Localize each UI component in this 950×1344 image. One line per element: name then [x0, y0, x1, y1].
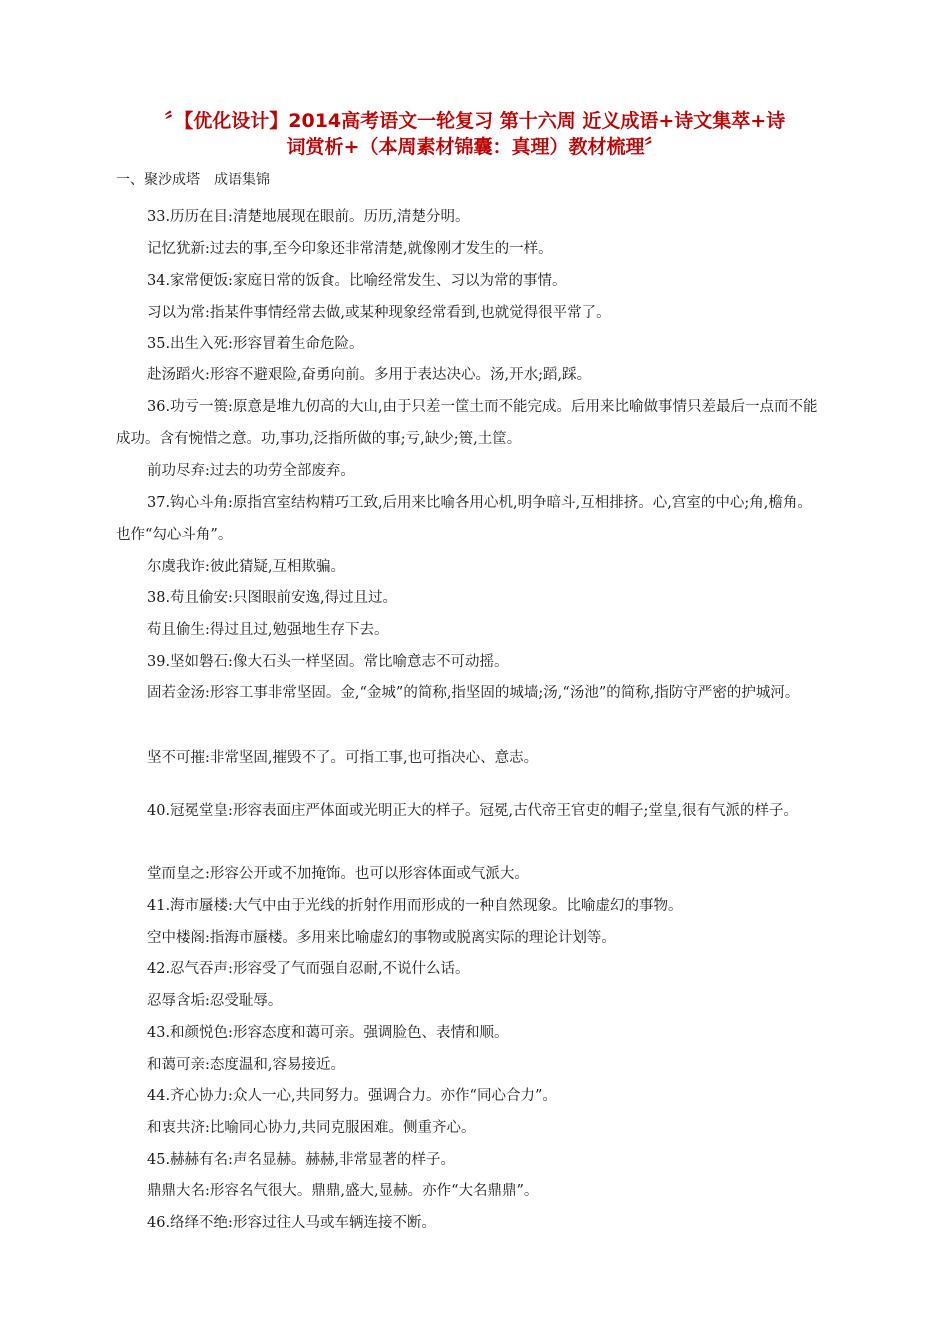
list-item: 鼎鼎大名:形容名气很大。鼎鼎,盛大,显赫。亦作“大名鼎鼎”。	[147, 1182, 539, 1199]
section-heading: 一、聚沙成塔 成语集锦	[116, 172, 270, 188]
list-item: 46.络绎不绝:形容过往人马或车辆连接不断。	[147, 1214, 436, 1231]
list-item: 习以为常:指某件事情经常去做,或某种现象经常看到,也就觉得很平常了。	[147, 304, 611, 321]
list-item: 34.家常便饭:家庭日常的饭食。比喻经常发生、习以为常的事情。	[147, 272, 567, 289]
list-item: 37.钩心斗角:原指宫室结构精巧工致,后用来比喻各用心机,明争暗斗,互相排挤。心,宫室的中心;角,檐角。也作“勾心斗角”。	[116, 494, 812, 543]
list-item: 40.冠冕堂皇:形容表面庄严体面或光明正大的样子。冠冕,古代帝王官吏的帽子;堂皇,很有气派的样子。	[147, 802, 799, 819]
list-item: 前功尽弃:过去的功劳全部废弃。	[147, 462, 355, 479]
list-item: 和衷共济:比喻同心协力,共同克服困难。侧重齐心。	[147, 1119, 476, 1136]
list-item: 尔虞我诈:彼此猜疑,互相欺骗。	[147, 558, 345, 575]
list-item: 38.苟且偷安:只图眼前安逸,得过且过。	[147, 589, 398, 606]
list-item: 和蔼可亲:态度温和,容易接近。	[147, 1056, 345, 1073]
list-item: 42.忍气吞声:形容受了气而强自忍耐,不说什么话。	[147, 960, 470, 977]
title-line-2: 词赏析+（本周素材锦囊：真理）教材梳理〞	[286, 136, 664, 158]
list-item: 44.齐心协力:众人一心,共同努力。强调合力。亦作“同心合力”。	[147, 1087, 557, 1104]
list-item: 41.海市蜃楼:大气中由于光线的折射作用而形成的一种自然现象。比喻虚幻的事物。	[147, 897, 683, 914]
list-item: 记忆犹新:过去的事,至今印象还非常清楚,就像刚才发生的一样。	[147, 240, 553, 257]
list-item: 43.和颜悦色:形容态度和蔼可亲。强调脸色、表情和顺。	[147, 1024, 509, 1041]
list-item: 空中楼阁:指海市蜃楼。多用来比喻虚幻的事物或脱离实际的理论计划等。	[147, 929, 616, 946]
list-item: 堂而皇之:形容公开或不加掩饰。也可以形容体面或气派大。	[147, 865, 529, 882]
list-item: 赴汤蹈火:形容不避艰险,奋勇向前。多用于表达决心。汤,开水;蹈,踩。	[147, 366, 592, 383]
list-item: 35.出生入死:形容冒着生命危险。	[147, 335, 364, 352]
list-item: 36.功亏一篑:原意是堆九仞高的大山,由于只差一筐土而不能完成。后用来比喻做事情只差最后一点而不能成功。含有惋惜之意。功,事功,泛指所做的事;亏,缺少;篑,土筐。	[116, 398, 818, 447]
document-title	[110, 108, 840, 160]
list-item: 固若金汤:形容工事非常坚固。金,“金城”的简称,指坚固的城墙;汤,“汤池”的简称,指防守严密的护城河。	[147, 684, 800, 701]
list-item: 坚不可摧:非常坚固,摧毁不了。可指工事,也可指决心、意志。	[147, 749, 539, 766]
list-item: 45.赫赫有名:声名显赫。赫赫,非常显著的样子。	[147, 1151, 456, 1168]
list-item: 苟且偷生:得过且过,勉强地生存下去。	[147, 621, 389, 638]
title-line-1: 〞【优化设计】2014高考语文一轮复习 第十六周 近义成语+诗文集萃+诗	[164, 110, 786, 132]
list-item: 忍辱含垢:忍受耻辱。	[147, 992, 283, 1009]
list-item: 39.坚如磐石:像大石头一样坚固。常比喻意志不可动摇。	[147, 653, 509, 670]
list-item: 33.历历在目:清楚地展现在眼前。历历,清楚分明。	[147, 208, 470, 225]
